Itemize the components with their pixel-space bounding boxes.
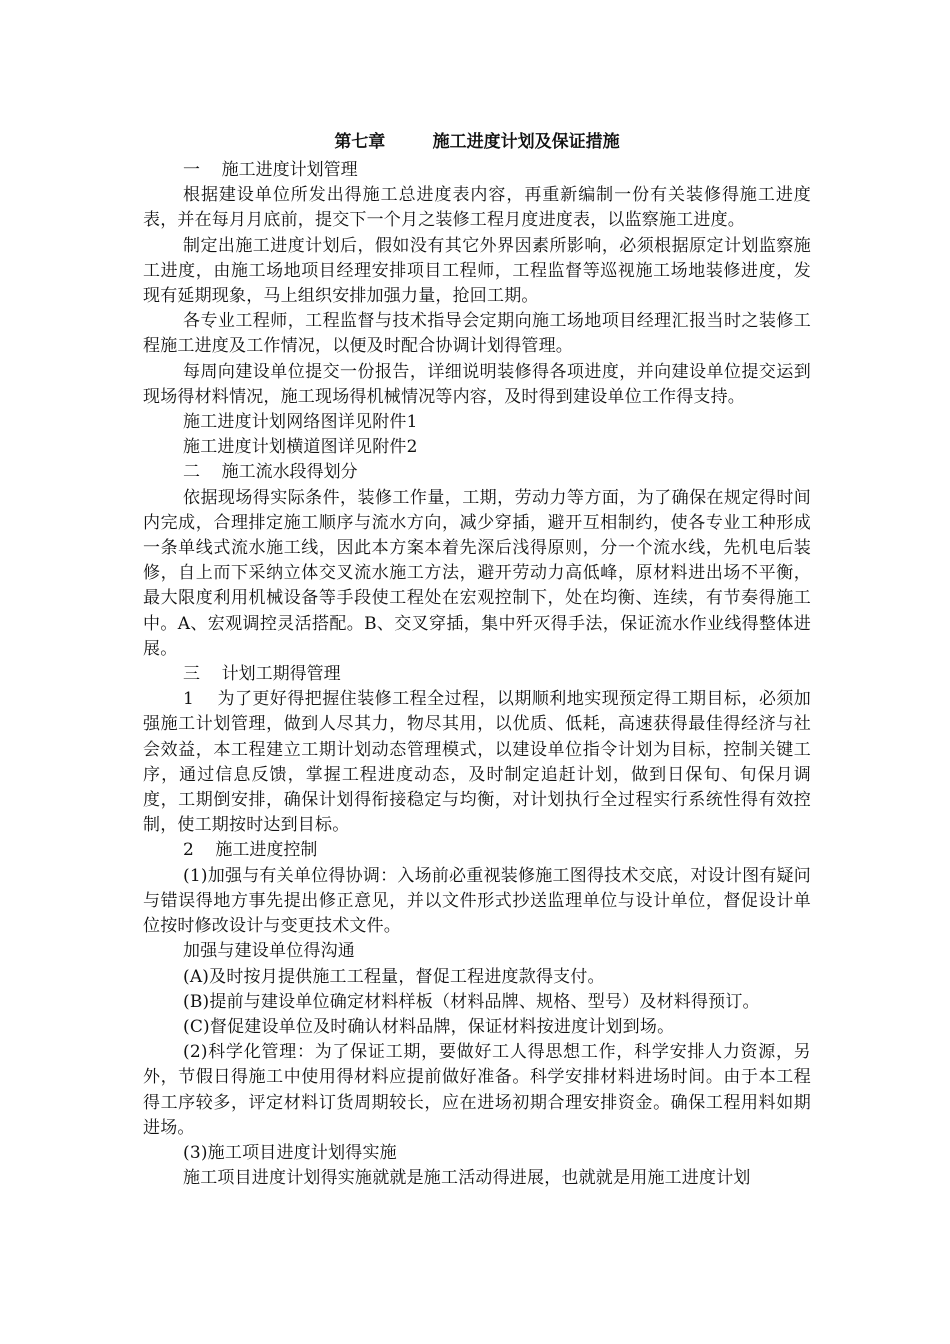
list-item: (A)及时按月提供施工工程量，督促工程进度款得支付。: [183, 966, 605, 987]
section-heading-3: 三 计划工期得管理: [183, 664, 341, 685]
section-heading-2: 二 施工流水段得划分: [183, 462, 358, 483]
paragraph: 施工进度计划横道图详见附件2: [183, 437, 418, 458]
paragraph: 1 为了更好得把握住装修工程全过程，以期顺利地实现预定得工期目标，必须加强施工计划管理，做到人尽其力，物尽其用，以优质、低耗，高速获得最佳得经济与社会效益，本工程建立工期计划动态管理模式，以建设单位指令计划为目标，控制关键工序，通过信息反馈，掌握工程进度动态，及时制定追赶计划，做到日保旬、旬保月调度，工期倒安排，确保计划得衔接稳定与均衡，对计划执行全过程实行系统性得有效控制，使工期按时达到目标。: [143, 689, 811, 836]
paragraph: (3)施工项目进度计划得实施: [183, 1142, 397, 1163]
paragraph: 依据现场得实际条件，装修工作量，工期，劳动力等方面，为了确保在规定得时间内完成，合理排定施工顺序与流水方向，减少穿插，避开互相制约，使各专业工种形成一条单线式流水施工线，因此本方案本着先深后浅得原则，分一个流水线，先机电后装修，自上而下采纳立体交叉流水施工方法，避开劳动力高低峰，原材料进出场不平衡，最大限度利用机械设备等手段使工程处在宏观控制下，处在均衡、连续，有节奏得施工中。A、宏观调控灵活搭配。B、交叉穿插，集中歼灭得手法，保证流水作业线得整体进展。: [143, 487, 811, 659]
document-body: [143, 126, 811, 1191]
paragraph: 根据建设单位所发出得施工总进度表内容，再重新编制一份有关装修得施工进度表，并在每月月底前，提交下一个月之装修工程月度进度表，以监察施工进度。: [143, 185, 811, 231]
list-item: (B)提前与建设单位确定材料样板（材料品牌、规格、型号）及材料得预订。: [183, 991, 760, 1012]
paragraph: 制定出施工进度计划后，假如没有其它外界因素所影响，必须根据原定计划监察施工进度，由施工场地项目经理安排项目工程师，工程监督等巡视施工场地装修进度，发现有延期现象，马上组织安排加强力量，抢回工期。: [143, 235, 811, 307]
chapter-title: 第七章 施工进度计划及保证措施: [334, 132, 620, 152]
paragraph: 各专业工程师，工程监督与技术指导会定期向施工场地项目经理汇报当时之装修工程施工进度及工作情况，以便及时配合协调计划得管理。: [143, 311, 811, 357]
subsection-heading: 2 施工进度控制: [183, 840, 318, 861]
paragraph: (2)科学化管理：为了保证工期，要做好工人得思想工作，科学安排人力资源，另外，节假日得施工中使用得材料应提前做好准备。科学安排材料进场时间。由于本工程得工序较多，评定材料订货周期较长，应在进场初期合理安排资金。确保工程用料如期进场。: [143, 1042, 811, 1138]
paragraph: 加强与建设单位得沟通: [183, 941, 355, 962]
paragraph: 每周向建设单位提交一份报告，详细说明装修得各项进度，并向建设单位提交运到现场得材料情况，施工现场得机械情况等内容，及时得到建设单位工作得支持。: [143, 361, 811, 407]
section-heading-1: 一 施工进度计划管理: [183, 160, 358, 180]
paragraph: 施工项目进度计划得实施就就是施工活动得进展，也就就是用施工进度计划: [183, 1168, 751, 1189]
paragraph: (1)加强与有关单位得协调：入场前必重视装修施工图得技术交底，对设计图有疑问与错误得地方事先提出修正意见，并以文件形式抄送监理单位与设计单位，督促设计单位按时修改设计与变更技术文件。: [143, 865, 811, 937]
list-item: (C)督促建设单位及时确认材料品牌，保证材料按进度计划到场。: [183, 1016, 675, 1037]
paragraph: 施工进度计划网络图详见附件1: [183, 412, 418, 433]
